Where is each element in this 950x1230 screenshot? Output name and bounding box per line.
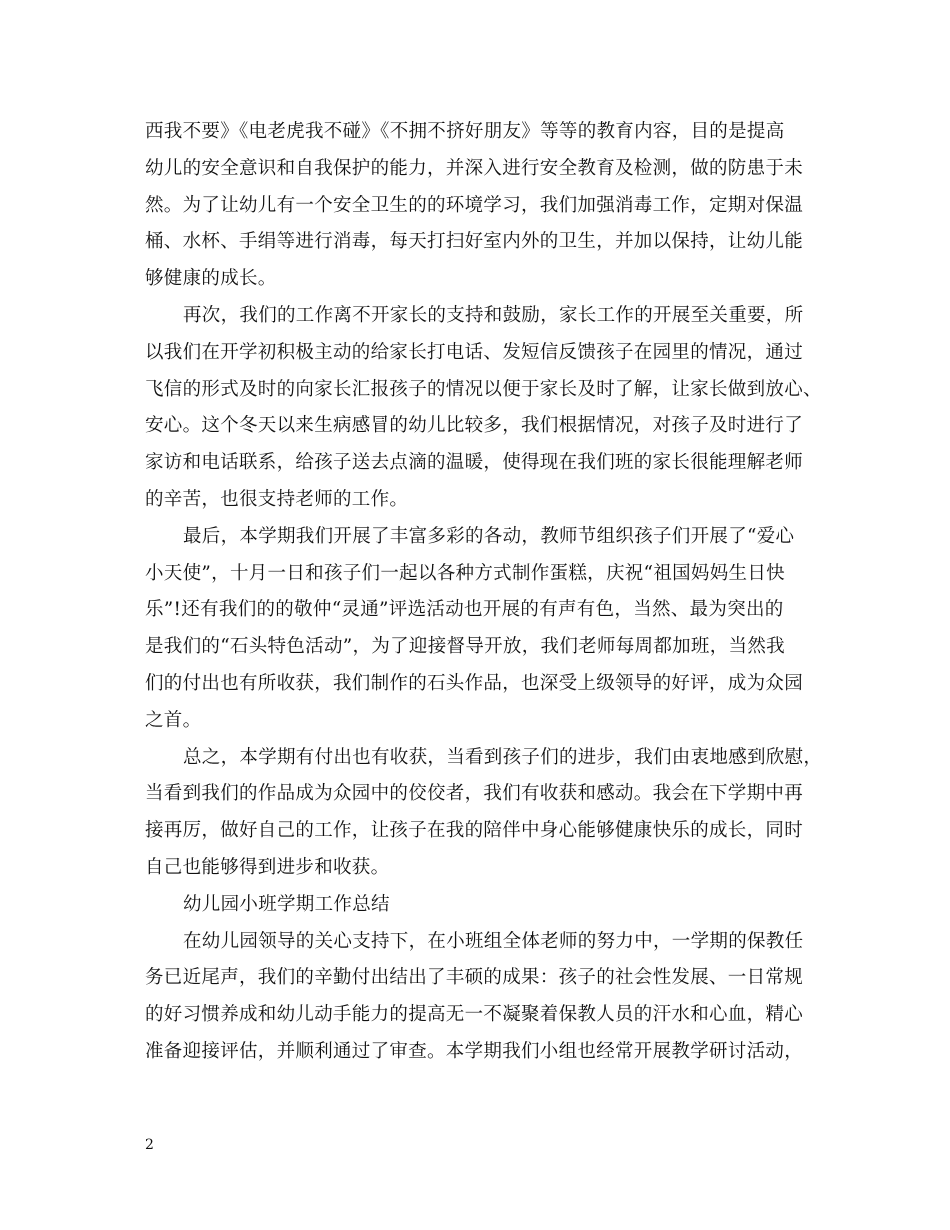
paragraph-start-line: 再次，我们的工作离不开家长的支持和鼓励，家长工作的开展至关重要，所 <box>183 304 804 326</box>
text-line: 的辛苦，也很支持老师的工作。 <box>145 488 409 510</box>
text-line: 的好习惯养成和幼儿动手能力的提高无一不凝聚着保教人员的汗水和心血，精心 <box>145 1004 804 1026</box>
text-line: 当看到我们的作品成为众园中的佼佼者，我们有收获和感动。我会在下学期中再 <box>145 783 804 805</box>
text-line: 西我不要》《电老虎我不碰》《不拥不挤好朋友》等等的教育内容，目的是提高 <box>145 121 785 142</box>
body-text <box>145 114 823 1071</box>
paragraph-start-line: 总之，本学期有付出也有收获，当看到孩子们的进步，我们由衷地感到欣慰， <box>183 746 823 768</box>
section-heading: 幼儿园小班学期工作总结 <box>183 893 390 915</box>
text-line: 小天使”，十月一日和孩子们一起以各种方式制作蛋糕，庆祝“祖国妈妈生日快 <box>145 562 785 584</box>
text-line: 接再厉，做好自己的工作，让孩子在我的陪伴中身心能够健康快乐的成长，同时 <box>145 820 804 842</box>
text-line: 家访和电话联系，给孩子送去点滴的温暖，使得现在我们班的家长很能理解老师 <box>145 452 804 474</box>
text-line: 桶、水杯、手绢等进行消毒，每天打扫好室内外的卫生，并加以保持，让幼儿能 <box>145 231 804 253</box>
text-line: 幼儿的安全意识和自我保护的能力，并深入进行安全教育及检测，做的防患于未 <box>145 157 804 179</box>
text-line: 以我们在开学初积极主动的给家长打电话、发短信反馈孩子在园里的情况，通过 <box>145 341 804 363</box>
text-line: 然。为了让幼儿有一个安全卫生的的环境学习，我们加强消毒工作，定期对保温 <box>145 194 804 216</box>
text-line: 飞信的形式及时的向家长汇报孩子的情况以便于家长及时了解，让家长做到放心、 <box>145 378 822 400</box>
paragraph-start-line: 最后，本学期我们开展了丰富多彩的各动，教师节组织孩子们开展了“爱心 <box>183 525 795 547</box>
text-line: 自己也能够得到进步和收获。 <box>145 856 390 878</box>
text-line: 够健康的成长。 <box>145 268 277 290</box>
text-line: 务已近尾声，我们的辛勤付出结出了丰硕的成果：孩子的社会性发展、一日常规 <box>145 967 804 989</box>
text-line: 之首。 <box>145 709 202 731</box>
text-line: 准备迎接评估，并顺利通过了审查。本学期我们小组也经常开展教学研讨活动， <box>145 1040 804 1062</box>
paragraph-start-line: 在幼儿园领导的关心支持下，在小班组全体老师的努力中，一学期的保教任 <box>183 930 804 952</box>
text-line: 安心。这个冬天以来生病感冒的幼儿比较多，我们根据情况，对孩子及时进行了 <box>145 415 804 437</box>
page-number: 2 <box>145 1137 154 1153</box>
text-line: 是我们的“石头特色活动”，为了迎接督导开放，我们老师每周都加班，当然我 <box>145 636 785 658</box>
text-line: 们的付出也有所收获，我们制作的石头作品，也深受上级领导的好评，成为众园 <box>145 672 804 694</box>
text-line: 乐”!还有我们的的敬仲“灵通”评选活动也开展的有声有色，当然、最为突出的 <box>145 599 784 621</box>
